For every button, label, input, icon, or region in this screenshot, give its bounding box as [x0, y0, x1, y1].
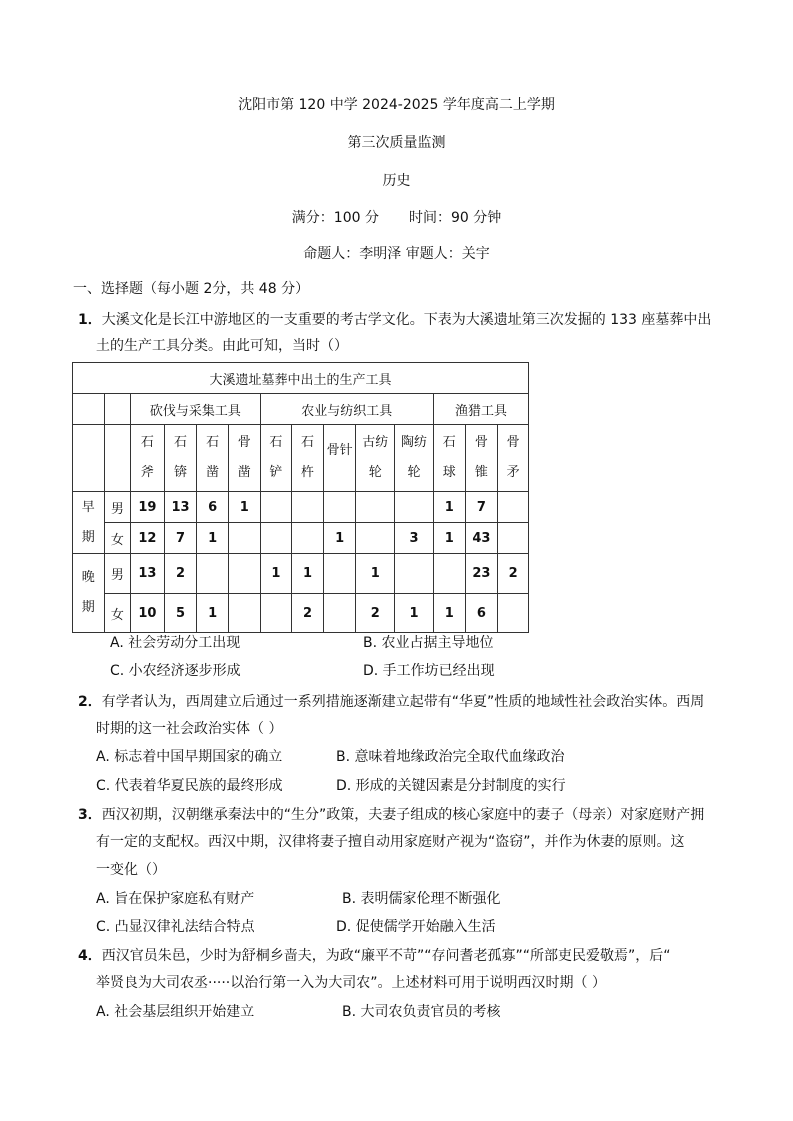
- tool-name-cell: [356, 425, 395, 492]
- question-1-line-2: 土的生产工具分类。由此可知，当时（）: [96, 338, 348, 354]
- tool-name-part: 杵: [301, 465, 315, 480]
- question-3-line-2: 有一定的支配权。西汉中期，汉律将妻子擅自动用家庭财产视为“盗窃”，并作为休妻的原则。这: [96, 834, 685, 850]
- tool-name-part: 石: [442, 435, 456, 450]
- count-cell: 2: [292, 594, 324, 633]
- count-cell: [228, 523, 260, 554]
- period-label: 期: [81, 529, 95, 545]
- tool-name-part: 凿: [206, 465, 220, 480]
- table-empty-cell: [73, 425, 105, 492]
- count-cell: 7: [164, 523, 197, 554]
- count-cell: 1: [433, 594, 465, 633]
- count-cell: 6: [197, 492, 229, 523]
- count-cell: [498, 523, 529, 554]
- count-cell: [260, 523, 292, 554]
- tool-name-part: 凿: [237, 465, 251, 480]
- count-cell: [356, 523, 395, 554]
- count-cell: 43: [465, 523, 498, 554]
- tool-name-part: 石: [206, 435, 220, 450]
- tool-name-part: 球: [442, 465, 456, 480]
- count-cell: 2: [356, 594, 395, 633]
- tools-table: [72, 362, 529, 633]
- count-cell: 1: [197, 523, 229, 554]
- tool-name-cell: [465, 425, 498, 492]
- q2-option-a: A. 标志着中国早期国家的确立: [96, 749, 283, 765]
- count-cell: 1: [260, 554, 292, 594]
- tool-name-part: 石: [140, 435, 154, 450]
- period-cell: [73, 492, 105, 554]
- question-1-text-1: 大溪文化是长江中游地区的一支重要的考古学文化。下表为大溪遗址第三次发掘的 133 座墓葬中出: [101, 312, 712, 328]
- table-empty-cell: [104, 425, 131, 492]
- tool-name-cell: [433, 425, 465, 492]
- exam-time: 时间：90 分钟: [408, 210, 502, 226]
- question-4-line-2: 举贤良为大司农丞·····以治行第一入为大司农”。上述材料可用于说明西汉时期（ ）: [96, 975, 606, 991]
- count-cell: [323, 554, 356, 594]
- tool-name-cell: [498, 425, 529, 492]
- tool-group-header: 砍伐与采集工具: [131, 394, 260, 425]
- exam-title: 沈阳市第 120 中学 2024-2025 学年度高二上学期: [238, 97, 555, 113]
- exam-subject: 历史: [382, 173, 411, 189]
- section-title: 一、选择题（每小题 2分，共 48 分）: [73, 281, 310, 297]
- tool-name-part: 石: [269, 435, 283, 450]
- count-cell: [395, 554, 434, 594]
- q1-option-b: B. 农业占据主导地位: [363, 635, 494, 651]
- sex-cell: 女: [104, 594, 131, 633]
- count-cell: 7: [465, 492, 498, 523]
- tool-name-cell: [131, 425, 165, 492]
- question-1-number: 1．: [78, 312, 102, 328]
- question-3-number: 3．: [78, 807, 102, 823]
- question-2-line-2: 时期的这一社会政治实体（ ）: [96, 721, 283, 737]
- count-cell: [260, 492, 292, 523]
- tool-name-part: 骨: [237, 435, 251, 450]
- sex-cell: 男: [104, 492, 131, 523]
- q1-option-c: C. 小农经济逐步形成: [110, 663, 241, 679]
- count-cell: 13: [164, 492, 197, 523]
- count-cell: 1: [356, 554, 395, 594]
- tool-name-part: 陶纺: [401, 435, 428, 450]
- q2-option-d: D. 形成的关键因素是分封制度的实行: [336, 778, 566, 794]
- tool-name-part: 石: [174, 435, 188, 450]
- q3-option-d: D. 促使儒学开始融入生活: [336, 919, 496, 935]
- tool-name-cell: [228, 425, 260, 492]
- count-cell: 6: [465, 594, 498, 633]
- tool-name-part: 斧: [140, 465, 154, 480]
- count-cell: [498, 492, 529, 523]
- count-cell: [228, 594, 260, 633]
- question-2-text-1: 有学者认为，西周建立后通过一系列措施逐渐建立起带有“华夏”性质的地域性社会政治实体。西周: [101, 694, 705, 710]
- count-cell: 3: [395, 523, 434, 554]
- tool-name-part: 骨: [506, 435, 520, 450]
- q3-option-b: B. 表明儒家伦理不断强化: [342, 891, 501, 907]
- period-cell: [73, 554, 105, 633]
- period-label: 期: [81, 600, 95, 615]
- count-cell: 13: [131, 554, 165, 594]
- tool-name-cell: [197, 425, 229, 492]
- count-cell: 12: [131, 523, 165, 554]
- tool-name-part: 轮: [407, 465, 421, 480]
- tool-name-part: 矛: [506, 465, 520, 480]
- q3-option-a: A. 旨在保护家庭私有财产: [96, 891, 255, 907]
- tool-name-cell: [323, 425, 356, 492]
- tool-name-part: 石: [301, 435, 315, 450]
- question-1-line-1: [78, 311, 711, 329]
- count-cell: [292, 523, 324, 554]
- q1-option-d: D. 手工作坊已经出现: [363, 663, 495, 679]
- question-2-line-1: [78, 693, 704, 711]
- tool-name-part: 铲: [269, 465, 283, 480]
- period-label: 晚: [81, 570, 95, 585]
- q1-option-a: A. 社会劳动分工出现: [110, 635, 241, 651]
- count-cell: [228, 554, 260, 594]
- table-title: 大溪遗址墓葬中出土的生产工具: [73, 363, 529, 394]
- question-4-number: 4．: [78, 948, 102, 964]
- question-4-text-1: 西汉官员朱邑，少时为舒桐乡啬夫，为政“廉平不苛”“存问耆老孤寡”“所部吏民爱敬焉”，后“: [101, 948, 671, 964]
- question-3-line-3: 一变化（）: [96, 862, 166, 878]
- tool-name-part: 骨: [474, 435, 488, 450]
- full-score: 满分：100 分: [291, 210, 379, 226]
- count-cell: 1: [292, 554, 324, 594]
- q2-option-b: B. 意味着地缘政治完全取代血缘政治: [336, 749, 565, 765]
- count-cell: 23: [465, 554, 498, 594]
- tool-group-header: 渔猎工具: [433, 394, 528, 425]
- count-cell: [292, 492, 324, 523]
- count-cell: [323, 594, 356, 633]
- question-3-line-1: [78, 806, 704, 824]
- count-cell: [395, 492, 434, 523]
- tool-group-header: 农业与纺织工具: [260, 394, 433, 425]
- count-cell: 1: [433, 523, 465, 554]
- count-cell: 1: [395, 594, 434, 633]
- count-cell: 1: [433, 492, 465, 523]
- sex-cell: 男: [104, 554, 131, 594]
- exam-authors: 命题人：李明泽 审题人：关宇: [303, 246, 490, 262]
- count-cell: [323, 492, 356, 523]
- tool-name-cell: [260, 425, 292, 492]
- count-cell: [498, 594, 529, 633]
- count-cell: 2: [164, 554, 197, 594]
- tool-name-part: 锥: [474, 465, 488, 480]
- count-cell: [433, 554, 465, 594]
- q3-option-c: C. 凸显汉律礼法结合特点: [96, 919, 255, 935]
- question-2-number: 2．: [78, 694, 102, 710]
- tool-name-cell: [395, 425, 434, 492]
- count-cell: [197, 554, 229, 594]
- count-cell: 19: [131, 492, 165, 523]
- sex-cell: 女: [104, 523, 131, 554]
- question-3-text-1: 西汉初期，汉朝继承秦法中的“生分”政策，夫妻子组成的核心家庭中的妻子（母亲）对家庭财产拥: [101, 807, 705, 823]
- count-cell: 5: [164, 594, 197, 633]
- q2-option-c: C. 代表着华夏民族的最终形成: [96, 778, 283, 794]
- exam-meta: [0, 209, 793, 227]
- count-cell: [356, 492, 395, 523]
- tool-name-part: 轮: [368, 465, 382, 480]
- tool-name-part: 锛: [174, 465, 188, 480]
- q4-option-a: A. 社会基层组织开始建立: [96, 1004, 255, 1020]
- question-4-line-1: [78, 947, 671, 965]
- period-label: 早: [81, 499, 95, 515]
- tool-name-cell: [292, 425, 324, 492]
- table-empty-cell: [73, 394, 105, 425]
- tool-name-part: 骨针: [326, 443, 353, 458]
- tool-name-cell: [164, 425, 197, 492]
- tool-name-part: 古纺: [362, 435, 389, 450]
- count-cell: 1: [228, 492, 260, 523]
- count-cell: 1: [197, 594, 229, 633]
- q4-option-b: B. 大司农负责官员的考核: [342, 1004, 501, 1020]
- count-cell: [260, 594, 292, 633]
- exam-subtitle: 第三次质量监测: [347, 135, 446, 151]
- table-empty-cell: [104, 394, 131, 425]
- count-cell: 1: [323, 523, 356, 554]
- count-cell: 2: [498, 554, 529, 594]
- count-cell: 10: [131, 594, 165, 633]
